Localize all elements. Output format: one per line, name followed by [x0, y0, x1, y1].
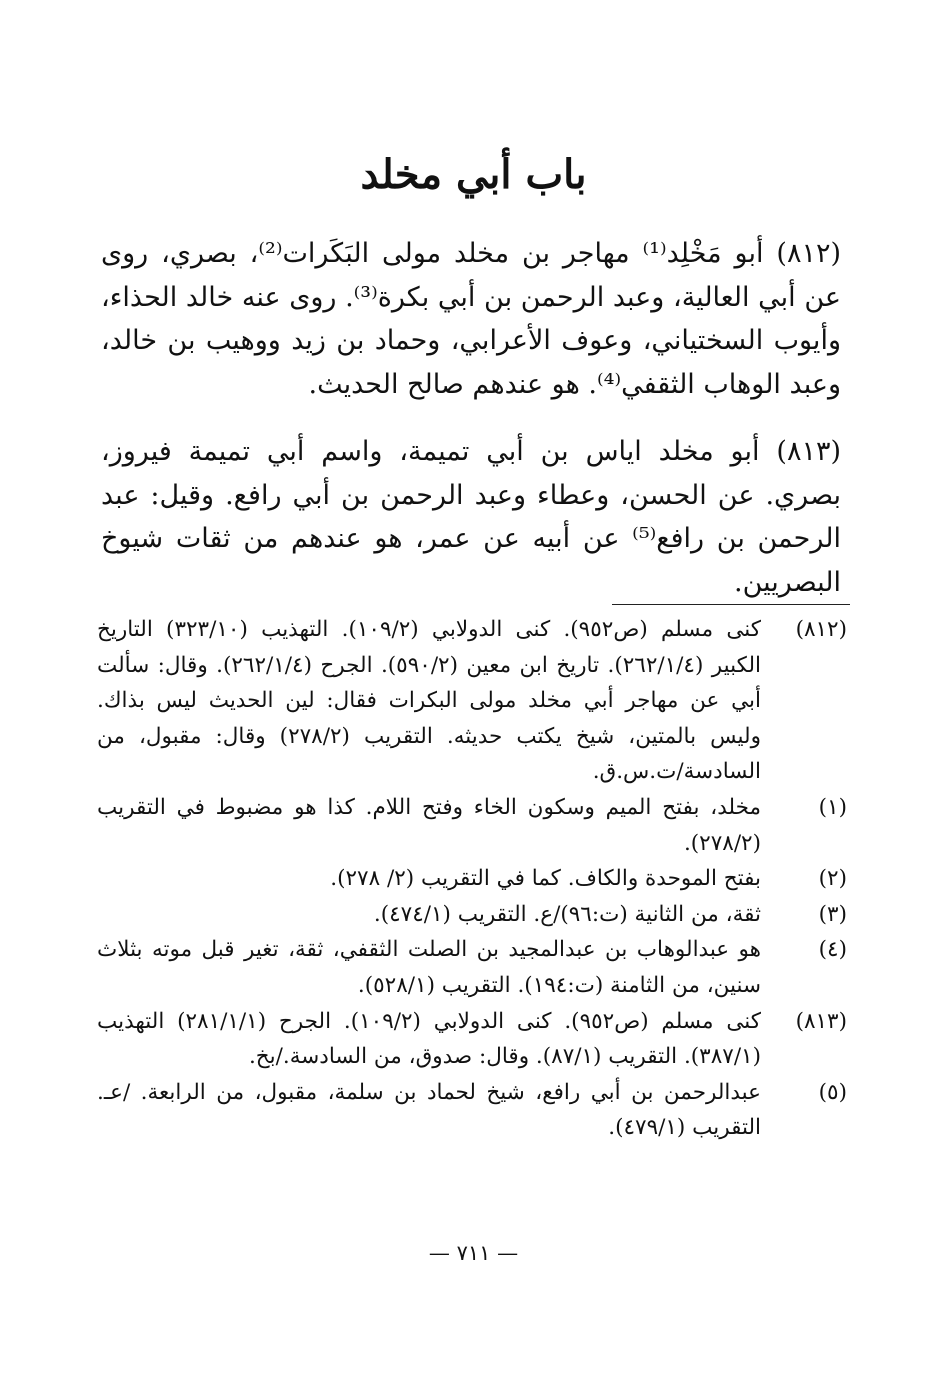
footnote-2: [97, 861, 847, 897]
footnote-1: [97, 790, 847, 861]
footnote-4: [97, 932, 847, 1003]
footnote-text: ثقة، من الثانية (ت:٩٦)/ع. التقريب (٤٧٤/١).: [373, 901, 761, 927]
footnote-5: [97, 1075, 847, 1146]
footnote-label: (٣): [818, 901, 847, 927]
footnote-text: عبدالرحمن بن أبي رافع، شيخ لحماد بن سلمة، مقبول، من الرابعة. /عـ. التقريب (٤٧٩/١).: [97, 1079, 761, 1141]
main-text: [101, 232, 841, 604]
footnote-label: (٨١٣): [795, 1008, 847, 1034]
footnote-label: (٨١٢): [795, 617, 847, 642]
footnote-label: (٥): [818, 1079, 847, 1105]
footnotes: [97, 612, 847, 1146]
footnote-text: مخلد، بفتح الميم وسكون الخاء وفتح اللام. كذا هو مضبوط في التقريب (٢٧٨/٢).: [97, 794, 761, 856]
footnote-text: كنى مسلم (ص٩٥٢). كنى الدولابي (١٠٩/٢). الجرح (٢٨١/١/١) التهذيب (٣٨٧/١). التقريب (٨٧/١). وقال: صدوق، من السادسة./بخ.: [97, 1008, 761, 1070]
footnote-label: (٢): [818, 866, 847, 892]
footnote-text: هو عبدالوهاب بن عبدالمجيد بن الصلت الثقفي، ثقة، تغير قبل موته بثلاث سنين، من الثامنة (ت:١٩٤). التقريب (٥٢٨/١).: [97, 937, 761, 998]
footnote-3: [97, 897, 847, 933]
footnote-separator: [612, 604, 850, 605]
footnote-text: بفتح الموحدة والكاف. كما في التقريب (٢/ ٢٧٨).: [330, 866, 761, 892]
footnote-text: كنى مسلم (ص٩٥٢). كنى الدولابي (١٠٩/٢). التهذيب (٣٢٣/١٠) التاريخ الكبير (٢٦٢/١/٤). تاريخ ابن معين (٥٩٠/٢). الجرح (٢٦٢/١/٤). وقال: سألت أبي عن مهاجر أبي مخلد مولى البكرات فقال: لين الحديث ليس بذاك. وليس بالمتين، شيخ يكتب حديثه. التقريب (٢٧٨/٢) وقال: مقبول، من السادسة/ت.س.ق.: [97, 617, 761, 785]
entry-813: (٨١٣) أبو مخلد اياس بن أبي تميمة، واسم أبي تميمة فيروز، بصري. عن الحسن، وعطاء وعبد الرحمن بن أبي رافع. وقيل: عبد الرحمن بن رافع⁽⁵⁾ عن أبيه عن عمر، هو عندهم من ثقات شيوخ البصريين.: [101, 436, 841, 598]
footnote-label: (١): [818, 794, 847, 820]
chapter-title: باب أبي مخلد: [360, 151, 587, 198]
footnote-label: (٤): [818, 937, 847, 963]
page-number: — ٧١١ —: [428, 1241, 519, 1265]
entry-812: (٨١٢) أبو مَخْلِد⁽¹⁾ مهاجر بن مخلد مولى البَكَرات⁽²⁾، بصري، روى عن أبي العالية، وعبد الرحمن بن أبي بكرة⁽³⁾. روى عنه خالد الحذاء، وأيوب السختياني، وعوف الأعرابي، وحماد بن زيد ووهيب بن خالد، وعبد الوهاب الثقفي⁽⁴⁾. هو عندهم صالح الحديث.: [101, 238, 841, 400]
footnote-812: [97, 612, 847, 790]
footnote-813: [97, 1004, 847, 1075]
